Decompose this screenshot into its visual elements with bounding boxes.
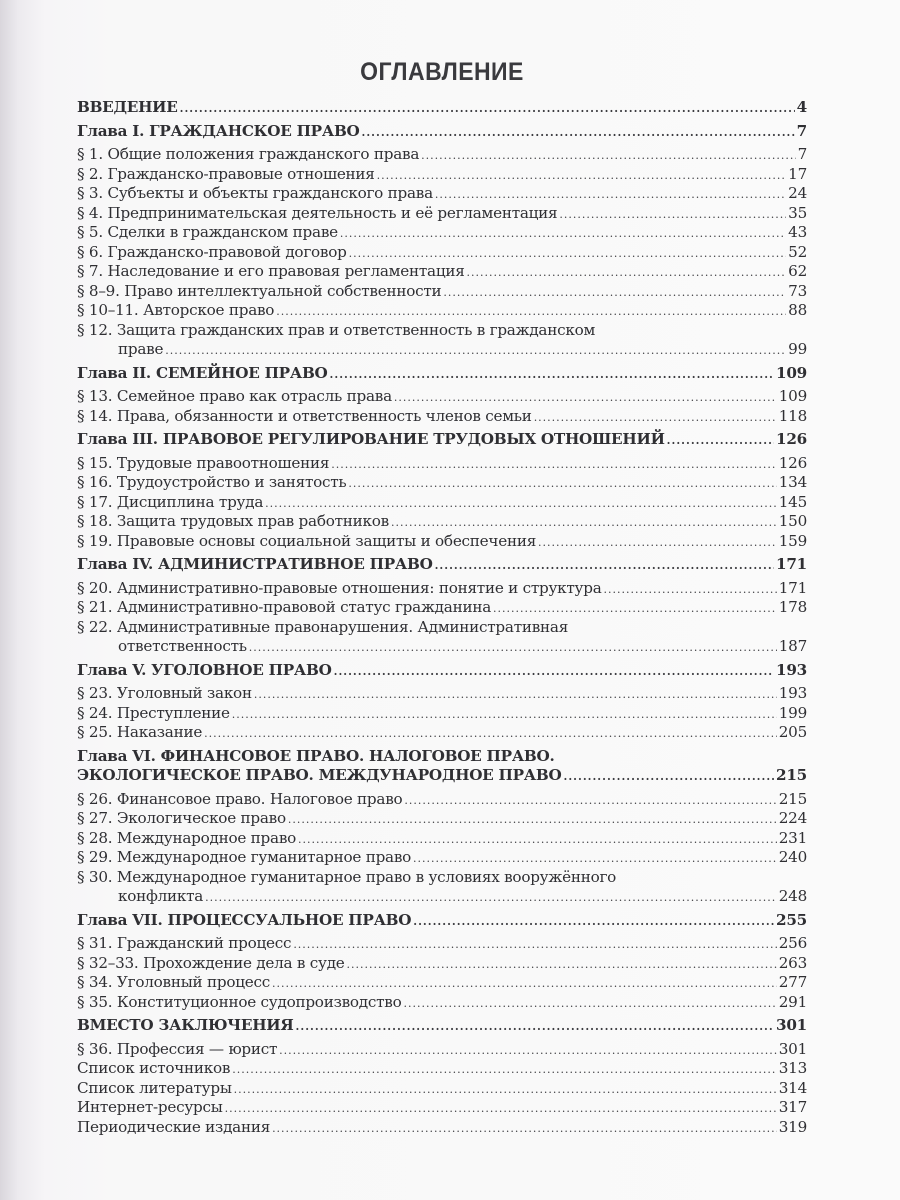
toc-row (77, 430, 807, 450)
toc-row (77, 98, 807, 118)
toc-entry-title: праве (118, 340, 164, 358)
toc-entry-title: ВВЕДЕНИЕ (77, 98, 178, 116)
toc-entry-title: § 14. Права, обязанности и ответственность членов семьи (77, 406, 532, 425)
dot-leader (180, 99, 795, 119)
toc-chapter-entry (77, 911, 807, 931)
toc-entry-title: ответственность (118, 637, 247, 655)
toc-page-number: 178 (778, 598, 807, 616)
dot-leader (413, 912, 774, 932)
toc-page-number: 263 (778, 953, 807, 972)
toc-page-number: 199 (778, 703, 807, 722)
toc-page-number: 62 (788, 262, 807, 280)
toc-entry-title: ВМЕСТО ЗАКЛЮЧЕНИЯ (77, 1016, 294, 1034)
table-of-contents (77, 94, 807, 1137)
dot-leader (362, 123, 795, 143)
toc-section-entry (77, 165, 807, 185)
toc-row (77, 911, 807, 931)
toc-entry-title: § 29. Международное гуманитарное право (77, 848, 412, 866)
toc-row (77, 145, 807, 165)
toc-page-number: 134 (778, 473, 807, 491)
dot-leader (334, 662, 774, 682)
toc-page-number: 7 (797, 145, 807, 163)
toc-chapter-entry (77, 747, 807, 786)
dot-leader (296, 1017, 775, 1037)
dot-leader (279, 1041, 777, 1061)
toc-row (77, 223, 807, 243)
toc-page-number: 17 (788, 164, 807, 183)
dot-leader (394, 388, 777, 408)
toc-section-entry (77, 848, 807, 868)
dot-leader (205, 888, 777, 908)
toc-section-entry (77, 1079, 807, 1099)
toc-page-number: 193 (776, 660, 807, 679)
toc-section-entry (77, 790, 807, 810)
dot-leader (272, 974, 777, 994)
toc-page-number: 43 (788, 223, 807, 241)
toc-row (77, 934, 807, 954)
toc-chapter-entry (77, 364, 807, 384)
dot-leader (225, 1099, 777, 1119)
toc-row (77, 387, 807, 407)
toc-entry-title-line: Глава VI. ФИНАНСОВОЕ ПРАВО. НАЛОГОВОЕ ПРАВО. (77, 746, 555, 765)
dot-leader (265, 494, 777, 514)
toc-entry-title: § 21. Административно-правовой статус гражданина (77, 598, 491, 616)
toc-row (77, 473, 807, 493)
toc-row (77, 454, 807, 474)
dot-leader (298, 830, 777, 850)
dot-leader (254, 685, 777, 705)
toc-entry-title: § 25. Наказание (77, 723, 203, 741)
toc-section-entry (77, 145, 807, 165)
toc-page-number: 109 (776, 363, 807, 382)
toc-row (77, 301, 807, 321)
toc-entry-title: § 31. Гражданский процесс (77, 934, 292, 952)
toc-row (77, 407, 807, 427)
toc-row (77, 790, 807, 810)
toc-entry-title: § 20. Административно-правовые отношения: понятие и структура (77, 578, 602, 597)
toc-page-number: 317 (778, 1098, 807, 1116)
toc-section-entry (77, 1098, 807, 1118)
toc-section-entry (77, 868, 807, 907)
dot-leader (330, 365, 775, 385)
toc-page-number: 73 (788, 281, 807, 300)
toc-page-number: 171 (776, 555, 807, 573)
dot-leader (377, 166, 787, 186)
dot-leader (293, 935, 776, 955)
dot-leader (493, 599, 777, 619)
toc-entry-title: § 2. Гражданско-правовые отношения (77, 164, 375, 183)
toc-section-entry (77, 993, 807, 1013)
toc-row (77, 1040, 807, 1060)
dot-leader (435, 556, 774, 576)
toc-row (77, 1079, 807, 1099)
dot-leader (348, 474, 776, 494)
toc-row (77, 532, 807, 552)
toc-row (77, 766, 807, 786)
toc-page-number: 205 (778, 723, 807, 741)
toc-entry-title: ЭКОЛОГИЧЕСКОЕ ПРАВО. МЕЖДУНАРОДНОЕ ПРАВО (77, 766, 562, 784)
toc-entry-title: Глава II. СЕМЕЙНОЕ ПРАВО (77, 363, 328, 382)
toc-section-entry (77, 954, 807, 974)
dot-leader (667, 431, 774, 451)
dot-leader (249, 638, 777, 658)
toc-row (77, 1118, 807, 1138)
toc-page-number: 215 (776, 766, 807, 784)
toc-page-number: 301 (778, 1039, 807, 1058)
toc-row (77, 954, 807, 974)
toc-row (77, 165, 807, 185)
toc-row (77, 364, 807, 384)
toc-entry-title: Периодические издания (77, 1117, 271, 1136)
toc-row (77, 993, 807, 1013)
dot-leader (604, 580, 777, 600)
toc-row (77, 637, 807, 657)
toc-section-entry (77, 301, 807, 321)
dot-leader (404, 791, 776, 811)
toc-section-entry (77, 321, 807, 360)
toc-row (77, 555, 807, 575)
toc-page-number: 314 (778, 1078, 807, 1097)
dot-leader (391, 513, 777, 533)
toc-entry-title: Список литературы (77, 1078, 232, 1097)
dot-leader (435, 185, 786, 205)
toc-page-number: 231 (778, 828, 807, 847)
toc-page-number: 291 (778, 992, 807, 1011)
toc-page-number: 145 (778, 492, 807, 511)
dot-leader (349, 244, 787, 264)
toc-section-entry (77, 1059, 807, 1079)
toc-page-number: 52 (788, 242, 807, 261)
toc-page-number: 256 (778, 934, 807, 952)
toc-entry-title: Глава V. УГОЛОВНОЕ ПРАВО (77, 660, 332, 679)
toc-entry-title: § 35. Конституционное судопроизводство (77, 992, 402, 1011)
toc-chapter-entry (77, 1016, 807, 1036)
dot-leader (234, 1080, 777, 1100)
toc-entry-title: § 19. Правовые основы социальной защиты и обеспечения (77, 531, 537, 550)
toc-section-entry (77, 1040, 807, 1060)
toc-entry-title: § 17. Дисциплина труда (77, 492, 264, 511)
toc-entry-title: Интернет-ресурсы (77, 1098, 223, 1116)
toc-row (77, 887, 807, 907)
toc-row (77, 243, 807, 263)
toc-entry-title: § 16. Трудоустройство и занятость (77, 473, 347, 491)
dot-leader (421, 146, 795, 166)
dot-leader (232, 705, 777, 725)
toc-page-number: 240 (778, 848, 807, 866)
toc-section-entry (77, 407, 807, 427)
toc-entry-title: § 3. Субъекты и объекты гражданского права (77, 184, 433, 202)
toc-section-entry (77, 723, 807, 743)
toc-entry-title: § 23. Уголовный закон (77, 684, 252, 702)
toc-entry-title: § 15. Трудовые правоотношения (77, 453, 330, 472)
toc-row (77, 204, 807, 224)
toc-row (77, 809, 807, 829)
toc-row (77, 684, 807, 704)
toc-page-number: 109 (778, 387, 807, 405)
toc-entry-title: § 8–9. Право интеллектуальной собственности (77, 281, 442, 300)
toc-row (77, 704, 807, 724)
toc-row (77, 723, 807, 743)
toc-row (77, 1098, 807, 1118)
toc-entry-title-line: § 30. Международное гуманитарное право в условиях вооружённого (77, 867, 617, 886)
toc-entry-title: Глава IV. АДМИНИСТРАТИВНОЕ ПРАВО (77, 555, 433, 573)
toc-row (77, 493, 807, 513)
toc-chapter-entry (77, 98, 807, 118)
dot-leader (467, 263, 787, 283)
toc-row (77, 184, 807, 204)
toc-page-number: 187 (778, 637, 807, 655)
toc-page-number: 118 (778, 406, 807, 425)
toc-row (77, 661, 807, 681)
toc-row (77, 340, 807, 360)
dot-leader (443, 283, 786, 303)
toc-section-entry (77, 282, 807, 302)
toc-section-entry (77, 473, 807, 493)
toc-section-entry (77, 1118, 807, 1138)
toc-row (77, 1059, 807, 1079)
dot-leader (232, 1060, 777, 1080)
dot-leader (413, 849, 777, 869)
dot-leader (276, 302, 786, 322)
toc-page-number: 171 (778, 578, 807, 597)
toc-page-number: 277 (778, 973, 807, 991)
toc-page-number: 255 (776, 910, 807, 929)
toc-entry-title-line: § 22. Административные правонарушения. Административная (77, 617, 569, 636)
dot-leader (272, 1119, 777, 1139)
toc-entry-title: § 26. Финансовое право. Налоговое право (77, 789, 403, 808)
toc-page-number: 313 (778, 1059, 807, 1077)
toc-entry-title: § 7. Наследование и его правовая регламентация (77, 262, 465, 280)
toc-section-entry (77, 387, 807, 407)
toc-page-number: 248 (778, 887, 807, 905)
toc-page-number: 150 (778, 512, 807, 530)
toc-row (77, 579, 807, 599)
toc-section-entry (77, 618, 807, 657)
toc-chapter-entry (77, 661, 807, 681)
toc-entry-title: § 18. Защита трудовых прав работников (77, 512, 389, 530)
toc-section-entry (77, 598, 807, 618)
toc-page-number: 215 (778, 789, 807, 808)
toc-page-number: 126 (776, 430, 807, 448)
page-title: ОГЛАВЛЕНИЕ (360, 58, 524, 86)
toc-chapter-entry (77, 555, 807, 575)
toc-entry-title: § 34. Уголовный процесс (77, 973, 270, 991)
toc-page-number: 193 (778, 684, 807, 702)
toc-entry-title: § 10–11. Авторское право (77, 301, 275, 319)
dot-leader (347, 955, 777, 975)
dot-leader (559, 205, 786, 225)
dot-leader (564, 767, 775, 787)
toc-entry-title: Список источников (77, 1059, 231, 1077)
toc-entry-title: конфликта (118, 887, 204, 905)
toc-page-number: 7 (796, 121, 807, 140)
toc-page-number: 24 (788, 184, 807, 202)
toc-row (77, 973, 807, 993)
toc-page-number: 4 (796, 98, 807, 116)
dot-leader (340, 224, 786, 244)
toc-page-number: 319 (778, 1117, 807, 1136)
toc-entry-title: § 28. Международное право (77, 828, 297, 847)
toc-page-number: 159 (778, 531, 807, 550)
toc-entry-title: § 1. Общие положения гражданского права (77, 145, 420, 163)
toc-section-entry (77, 512, 807, 532)
toc-section-entry (77, 454, 807, 474)
toc-entry-title: § 4. Предпринимательская деятельность и её регламентация (77, 203, 558, 222)
toc-entry-title-line: § 12. Защита гражданских прав и ответственность в гражданском (77, 320, 596, 339)
toc-section-entry (77, 704, 807, 724)
toc-entry-title: § 27. Экологическое право (77, 809, 286, 827)
toc-row (77, 282, 807, 302)
toc-section-entry (77, 684, 807, 704)
toc-section-entry (77, 934, 807, 954)
toc-section-entry (77, 532, 807, 552)
toc-section-entry (77, 243, 807, 263)
toc-page-number: 301 (776, 1016, 807, 1034)
toc-page-number: 224 (778, 809, 807, 827)
toc-section-entry (77, 493, 807, 513)
toc-section-entry (77, 204, 807, 224)
dot-leader (534, 408, 777, 428)
toc-entry-title: Глава VII. ПРОЦЕССУАЛЬНОЕ ПРАВО (77, 910, 412, 929)
toc-row (77, 598, 807, 618)
toc-entry-title: Глава III. ПРАВОВОЕ РЕГУЛИРОВАНИЕ ТРУДОВЫХ ОТНОШЕНИЙ (77, 430, 665, 448)
dot-leader (204, 724, 777, 744)
toc-row (77, 848, 807, 868)
toc-chapter-entry (77, 430, 807, 450)
toc-entry-title: Глава I. ГРАЖДАНСКОЕ ПРАВО (77, 121, 360, 140)
toc-entry-title: § 36. Профессия — юрист (77, 1039, 278, 1058)
toc-section-entry (77, 579, 807, 599)
dot-leader (331, 455, 777, 475)
toc-entry-title: § 5. Сделки в гражданском праве (77, 223, 338, 241)
toc-section-entry (77, 973, 807, 993)
toc-section-entry (77, 262, 807, 282)
toc-row (77, 1016, 807, 1036)
dot-leader (288, 810, 777, 830)
toc-page-number: 99 (788, 340, 807, 358)
toc-chapter-entry (77, 122, 807, 142)
dot-leader (538, 533, 777, 553)
toc-page-number: 88 (788, 301, 807, 319)
toc-section-entry (77, 809, 807, 829)
toc-entry-title: § 32–33. Прохождение дела в суде (77, 953, 345, 972)
toc-section-entry (77, 223, 807, 243)
toc-row (77, 512, 807, 532)
dot-leader (404, 994, 777, 1014)
toc-entry-title: § 24. Преступление (77, 703, 230, 722)
toc-entry-title: § 13. Семейное право как отрасль права (77, 387, 392, 405)
toc-row (77, 122, 807, 142)
toc-section-entry (77, 184, 807, 204)
toc-page-number: 126 (778, 453, 807, 472)
toc-page-number: 35 (788, 203, 807, 222)
toc-row (77, 262, 807, 282)
toc-row (77, 829, 807, 849)
toc-entry-title: § 6. Гражданско-правовой договор (77, 242, 347, 261)
dot-leader (165, 341, 786, 361)
toc-section-entry (77, 829, 807, 849)
